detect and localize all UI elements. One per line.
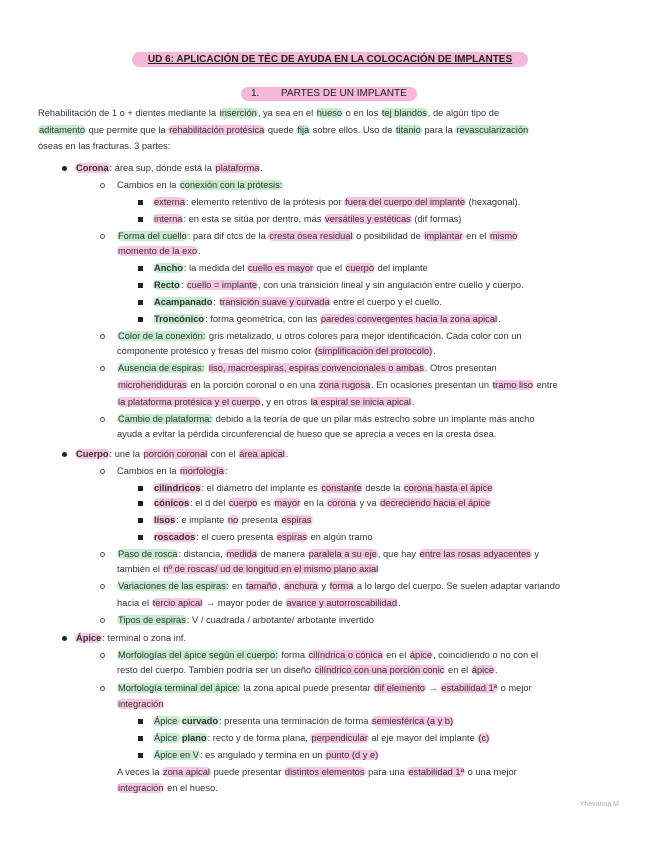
text-run: : bbox=[213, 297, 219, 307]
text-run: , bbox=[277, 581, 284, 591]
highlighted-term: nº de roscas/ ud de longitud en el mismo plano axial bbox=[163, 564, 379, 574]
bullet-square-icon bbox=[138, 317, 143, 322]
text-run: , y en otros bbox=[261, 397, 310, 407]
highlighted-term: anchura bbox=[284, 581, 318, 591]
bullet-circle-icon bbox=[100, 552, 105, 557]
list-item-level-2 bbox=[117, 649, 538, 661]
text-run: también el bbox=[117, 564, 163, 574]
text-run: gris metalizado, u otros colores para mejor identificación. Cada color con un bbox=[206, 331, 522, 341]
highlighted-term: momento de la exo bbox=[118, 246, 198, 256]
intro-line bbox=[38, 124, 529, 136]
text-run: es bbox=[258, 498, 274, 508]
text-run: . bbox=[260, 163, 263, 173]
bullet-square-icon bbox=[138, 266, 143, 271]
highlighted-term: tercio apical bbox=[152, 598, 203, 608]
highlighted-term: Ausencia de espiras: bbox=[118, 363, 205, 373]
highlighted-term: titanio bbox=[395, 125, 421, 135]
text-run: . bbox=[495, 665, 498, 675]
highlighted-term: porción coronal bbox=[143, 449, 208, 459]
highlighted-term: mismo bbox=[489, 231, 518, 241]
list-item-continuation bbox=[117, 597, 401, 609]
list-item-level-3 bbox=[153, 313, 501, 325]
highlighted-term: aditamento bbox=[39, 125, 85, 135]
highlighted-term: paralela a su eje bbox=[308, 549, 377, 559]
highlighted-term: conexión con la prótesis: bbox=[180, 180, 283, 190]
list-item-continuation bbox=[117, 379, 558, 391]
text-run: , de algún tipo de bbox=[427, 108, 500, 118]
text-run: : para dif ctcs de la bbox=[187, 231, 269, 241]
highlighted-term: externa bbox=[154, 197, 186, 207]
highlighted-term: microhendiduras bbox=[118, 380, 187, 390]
text-run: debido a la teoría de que un pilar más estrecho sobre un implante más ancho bbox=[213, 414, 535, 424]
text-run: entre bbox=[533, 380, 558, 390]
text-run: Cambios en la bbox=[117, 180, 180, 190]
text-run: en bbox=[229, 581, 245, 591]
list-item-level-2 bbox=[117, 179, 283, 191]
list-item-continuation bbox=[117, 428, 496, 440]
highlighted-term: plano bbox=[181, 733, 207, 743]
text-run: : es angulado y termina en un bbox=[199, 750, 326, 760]
list-item-continuation bbox=[117, 396, 415, 408]
text-run: y bbox=[531, 549, 540, 559]
highlighted-term: ápice bbox=[409, 650, 433, 660]
list-item-level-3 bbox=[153, 514, 313, 526]
highlighted-term: constante bbox=[321, 483, 362, 493]
text-run: : elemento retentivo de la prótesis por bbox=[186, 197, 345, 207]
text-run: en el bbox=[463, 231, 489, 241]
text-run: : e implante bbox=[176, 515, 227, 525]
text-run: : el cuero presenta bbox=[196, 532, 276, 542]
text-run: , coincidiendo o no con el bbox=[433, 650, 539, 660]
list-item-level-1 bbox=[75, 162, 263, 174]
text-run: a lo largo del cuerpo. Se suelen adaptar variando bbox=[354, 581, 561, 591]
text-run: . bbox=[411, 397, 415, 407]
text-run: Cambios en la bbox=[117, 466, 180, 476]
highlighted-term: avance y autorroscabilidad bbox=[286, 598, 398, 608]
text-run: : terminal o zona inf. bbox=[102, 633, 187, 643]
text-run: : la medida del bbox=[183, 263, 247, 273]
highlighted-term: distintos elementos bbox=[284, 767, 365, 777]
highlighted-term: perpendicular bbox=[311, 733, 368, 743]
text-run: del implante bbox=[375, 263, 428, 273]
text-run: . En ocasiones presentan un bbox=[371, 380, 492, 390]
highlighted-term: decreciendo hacia el ápice bbox=[380, 498, 491, 508]
bullet-circle-icon bbox=[100, 584, 105, 589]
highlighted-term: interna bbox=[154, 214, 183, 224]
list-item-level-1 bbox=[75, 448, 288, 460]
bullet-circle-icon bbox=[100, 618, 105, 623]
highlighted-term: punto (d y e) bbox=[326, 750, 379, 760]
text-run: : distancia, bbox=[178, 549, 226, 559]
list-item-level-3 bbox=[153, 749, 379, 761]
text-run: A veces la bbox=[117, 767, 162, 777]
text-run: : une la bbox=[109, 449, 143, 459]
highlighted-term: la plataforma protésica y el cuerpo bbox=[118, 397, 261, 407]
highlighted-term: fuera del cuerpo del implante bbox=[345, 197, 466, 207]
text-run: : bbox=[224, 466, 228, 476]
highlighted-term: cuerpo bbox=[345, 263, 375, 273]
text-run: , ya sea en el bbox=[257, 108, 316, 118]
intro-line bbox=[38, 140, 170, 152]
text-run: . bbox=[398, 598, 401, 608]
highlighted-term: mayor bbox=[274, 498, 301, 508]
bullet-square-icon bbox=[138, 535, 143, 540]
highlighted-term: medida bbox=[226, 549, 257, 559]
highlighted-term: morfología bbox=[180, 466, 224, 476]
author-signature: Yhevanna M bbox=[579, 801, 619, 808]
highlighted-term: revascularización bbox=[456, 125, 529, 135]
list-item-continuation bbox=[117, 782, 218, 794]
text-run: de manera bbox=[257, 549, 308, 559]
text-run: . bbox=[198, 246, 201, 256]
highlighted-term: ápice bbox=[471, 665, 495, 675]
highlighted-term: Acampanado bbox=[154, 297, 213, 307]
list-item-level-3 bbox=[153, 262, 428, 274]
text-run: : forma geométrica, con las bbox=[205, 314, 320, 324]
bullet-circle-icon bbox=[100, 234, 105, 239]
bullet-disc-icon bbox=[62, 166, 67, 171]
list-item-continuation bbox=[117, 345, 436, 357]
highlighted-term: tamaño bbox=[245, 581, 277, 591]
text-run: al eje mayor del implante bbox=[368, 733, 478, 743]
highlighted-term: zona apical bbox=[162, 767, 211, 777]
list-item-continuation bbox=[117, 766, 517, 778]
highlighted-term: Variaciones de las espiras: bbox=[118, 581, 229, 591]
text-run: en el bbox=[383, 650, 409, 660]
highlighted-term: corona bbox=[327, 498, 356, 508]
highlighted-term: espiras bbox=[276, 532, 307, 542]
highlighted-term: lisos bbox=[154, 515, 176, 525]
highlighted-term: tej blandos bbox=[381, 108, 427, 118]
text-run: en la porción coronal o en una bbox=[187, 380, 318, 390]
bullet-square-icon bbox=[138, 736, 143, 741]
bullet-disc-icon bbox=[62, 636, 67, 641]
highlighted-term: estabilidad 1ª bbox=[441, 683, 498, 693]
list-item-level-2 bbox=[117, 682, 532, 694]
list-item-continuation bbox=[117, 563, 379, 575]
section-heading bbox=[241, 87, 417, 101]
text-run: óseas en las fracturas. 3 partes: bbox=[38, 141, 171, 151]
text-run: presenta bbox=[239, 515, 281, 525]
bullet-square-icon bbox=[138, 300, 143, 305]
highlighted-term: integración bbox=[118, 699, 164, 709]
highlighted-term: estabilidad 1ª bbox=[408, 767, 465, 777]
list-item-level-2 bbox=[117, 465, 228, 477]
bullet-square-icon bbox=[138, 719, 143, 724]
text-run: Rehabilitación de 1 o + dientes mediante la bbox=[38, 108, 219, 118]
bullet-disc-icon bbox=[62, 452, 67, 457]
text-run: forma bbox=[278, 650, 308, 660]
list-item-level-2 bbox=[117, 614, 374, 626]
highlighted-term: forma bbox=[329, 581, 354, 591]
highlighted-term: rehabilitación protésica bbox=[169, 125, 265, 135]
bullet-circle-icon bbox=[100, 686, 105, 691]
text-run: sobre ellos. Uso de bbox=[310, 125, 395, 135]
highlighted-term: cónicos bbox=[154, 498, 190, 508]
highlighted-term: Color de la conexión: bbox=[118, 331, 206, 341]
highlighted-term: Morfologías del ápice según el cuerpo: bbox=[118, 650, 278, 660]
text-run: resto del cuerpo. También podría ser un diseño bbox=[117, 665, 314, 675]
highlighted-term: corona hasta el ápice bbox=[404, 483, 493, 493]
highlighted-term: Ápice en V bbox=[154, 750, 199, 760]
highlighted-term: Recto bbox=[154, 280, 180, 290]
bullet-square-icon bbox=[138, 486, 143, 491]
text-run: desde la bbox=[362, 483, 404, 493]
highlighted-term: área apical bbox=[239, 449, 285, 459]
highlighted-term: Paso de rosca bbox=[118, 549, 178, 559]
highlighted-term: integración bbox=[118, 783, 164, 793]
highlighted-term: inserción bbox=[219, 108, 257, 118]
highlighted-term: Ápice bbox=[154, 733, 180, 743]
highlighted-term: la espiral se inicia apical bbox=[310, 397, 411, 407]
highlighted-term: cuerpo bbox=[228, 498, 258, 508]
highlighted-term: liso, macroespiras, espiras convencionales o ambas bbox=[208, 363, 424, 373]
bullet-circle-icon bbox=[100, 417, 105, 422]
list-item-level-1 bbox=[75, 632, 186, 644]
highlighted-term: hueso bbox=[316, 108, 343, 118]
text-run: para la bbox=[421, 125, 456, 135]
text-run: y bbox=[318, 581, 329, 591]
section-title: PARTES DE UN IMPLANTE bbox=[281, 88, 407, 99]
list-item-level-2 bbox=[117, 230, 518, 242]
text-run: o posibilidad de bbox=[353, 231, 424, 241]
text-run: : presenta una terminación de forma bbox=[219, 716, 371, 726]
text-run: puede presentar bbox=[211, 767, 284, 777]
list-item-level-3 bbox=[153, 531, 373, 543]
text-run: : V / cuadrada / arbotante/ arbotante invertido bbox=[186, 615, 374, 625]
bullet-square-icon bbox=[138, 200, 143, 205]
highlighted-term: cilíndricos bbox=[154, 483, 201, 493]
list-item-level-3 bbox=[153, 196, 520, 208]
list-item-continuation bbox=[117, 698, 164, 710]
document-title: UD 6: APLICACIÓN DE TÉC DE AYUDA EN LA COLOCACIÓN DE IMPLANTES bbox=[132, 52, 528, 67]
highlighted-term: (simplificación del protocolo) bbox=[314, 346, 433, 356]
bullet-square-icon bbox=[138, 217, 143, 222]
text-run: en el bbox=[445, 665, 471, 675]
highlighted-term: roscados bbox=[154, 532, 196, 542]
list-item-level-2 bbox=[117, 413, 535, 425]
highlighted-term: versátiles y estéticas bbox=[325, 214, 411, 224]
highlighted-term: tramo liso bbox=[492, 380, 533, 390]
highlighted-term: cuello es mayor bbox=[247, 263, 314, 273]
text-run: que el bbox=[314, 263, 345, 273]
bullet-circle-icon bbox=[100, 366, 105, 371]
text-run: . bbox=[498, 314, 501, 324]
highlighted-term: plataforma bbox=[215, 163, 260, 173]
highlighted-term: Cambio de plataforma: bbox=[118, 414, 213, 424]
highlighted-term: Troncónico bbox=[154, 314, 205, 324]
list-item-level-3 bbox=[153, 715, 454, 727]
text-run: en el hueso. bbox=[164, 783, 218, 793]
bullet-square-icon bbox=[138, 501, 143, 506]
highlighted-term: paredes convergentes hacia la zona apical bbox=[320, 314, 498, 324]
text-run: en la bbox=[301, 498, 327, 508]
text-run: hacia el bbox=[117, 598, 152, 608]
text-run: o en los bbox=[343, 108, 381, 118]
list-item-level-3 bbox=[153, 732, 490, 744]
list-item-continuation bbox=[117, 664, 498, 676]
list-item-level-3 bbox=[153, 296, 442, 308]
highlighted-term: cuello = implante bbox=[187, 280, 258, 290]
bullet-square-icon bbox=[138, 518, 143, 523]
text-run: : el d del bbox=[190, 498, 228, 508]
text-run: y va bbox=[356, 498, 380, 508]
text-run: o mejor bbox=[498, 683, 532, 693]
intro-line bbox=[38, 107, 499, 119]
highlighted-term: Ápice bbox=[154, 716, 180, 726]
text-run: → mayor poder de bbox=[203, 598, 286, 608]
text-run: que permite que la bbox=[86, 125, 169, 135]
text-run: → bbox=[425, 683, 441, 693]
highlighted-term: (c) bbox=[478, 733, 490, 743]
text-run: , que hay bbox=[377, 549, 419, 559]
highlighted-term: zona rugosa bbox=[318, 380, 371, 390]
text-run: . bbox=[285, 449, 289, 459]
text-run: para una bbox=[365, 767, 408, 777]
text-run: , con una transición lineal y sin angulación entre cuello y cuerpo. bbox=[258, 280, 524, 290]
bullet-circle-icon bbox=[100, 183, 105, 188]
highlighted-term: Corona bbox=[76, 163, 109, 173]
list-item-continuation bbox=[117, 245, 201, 257]
list-item-level-2 bbox=[117, 580, 560, 592]
highlighted-term: semiesférica (a y b) bbox=[371, 716, 454, 726]
highlighted-term: cilíndrico con una porción conic bbox=[314, 665, 445, 675]
text-run: . bbox=[433, 346, 436, 356]
highlighted-term: espiras bbox=[281, 515, 312, 525]
highlighted-term: transición suave y curvada bbox=[219, 297, 330, 307]
highlighted-term: cresta ósea residual bbox=[269, 231, 353, 241]
highlighted-term: Ancho bbox=[154, 263, 183, 273]
text-run: : bbox=[180, 280, 187, 290]
text-run: : en esta se sitúa por dentro, más bbox=[183, 214, 324, 224]
text-run: la zona apical puede presentar bbox=[240, 683, 374, 693]
highlighted-term: dif elemento bbox=[374, 683, 425, 693]
highlighted-term: fija bbox=[297, 125, 310, 135]
highlighted-term: no bbox=[227, 515, 239, 525]
text-run: componente protésico y fresas del mismo color bbox=[117, 346, 314, 356]
highlighted-term: Cuerpo bbox=[76, 449, 109, 459]
highlighted-term: Forma del cuello bbox=[118, 231, 187, 241]
list-item-level-2 bbox=[117, 330, 522, 342]
highlighted-term: Ápice bbox=[76, 633, 102, 643]
bullet-circle-icon bbox=[100, 334, 105, 339]
text-run: : el diámetro del implante es bbox=[201, 483, 321, 493]
text-run: : recto y de forma plana, bbox=[207, 733, 311, 743]
text-run: ayuda a evitar la pérdida circunferencial de hueso que se aprecia a veces en la cresta ósea. bbox=[117, 429, 497, 439]
list-item-level-3 bbox=[153, 279, 524, 291]
text-run: . Otros presentan bbox=[424, 363, 497, 373]
bullet-square-icon bbox=[138, 753, 143, 758]
text-run: con el bbox=[208, 449, 239, 459]
text-run: (hexagonal). bbox=[466, 197, 521, 207]
highlighted-term: cilíndrica o cónica bbox=[308, 650, 383, 660]
text-run: o una mejor bbox=[465, 767, 517, 777]
bullet-circle-icon bbox=[100, 469, 105, 474]
list-item-level-2 bbox=[117, 548, 539, 560]
text-run: quede bbox=[265, 125, 297, 135]
highlighted-term: Morfología terminal del ápice: bbox=[118, 683, 240, 693]
list-item-level-3 bbox=[153, 213, 461, 225]
text-run: (dif formas) bbox=[411, 214, 462, 224]
section-number: 1. bbox=[251, 88, 260, 99]
text-run: en algún tramo bbox=[307, 532, 373, 542]
text-run: : área sup, dónde está la bbox=[109, 163, 215, 173]
bullet-circle-icon bbox=[100, 653, 105, 658]
highlighted-term: Tipos de espiras bbox=[118, 615, 186, 625]
highlighted-term: curvado bbox=[181, 716, 219, 726]
highlighted-term: implantar bbox=[424, 231, 463, 241]
text-run: entre el cuerpo y el cuello. bbox=[330, 297, 442, 307]
bullet-square-icon bbox=[138, 283, 143, 288]
list-item-level-3 bbox=[153, 497, 491, 509]
highlighted-term: entre las rosas adyacentes bbox=[419, 549, 531, 559]
list-item-level-3 bbox=[153, 482, 493, 494]
list-item-level-2 bbox=[117, 362, 497, 374]
